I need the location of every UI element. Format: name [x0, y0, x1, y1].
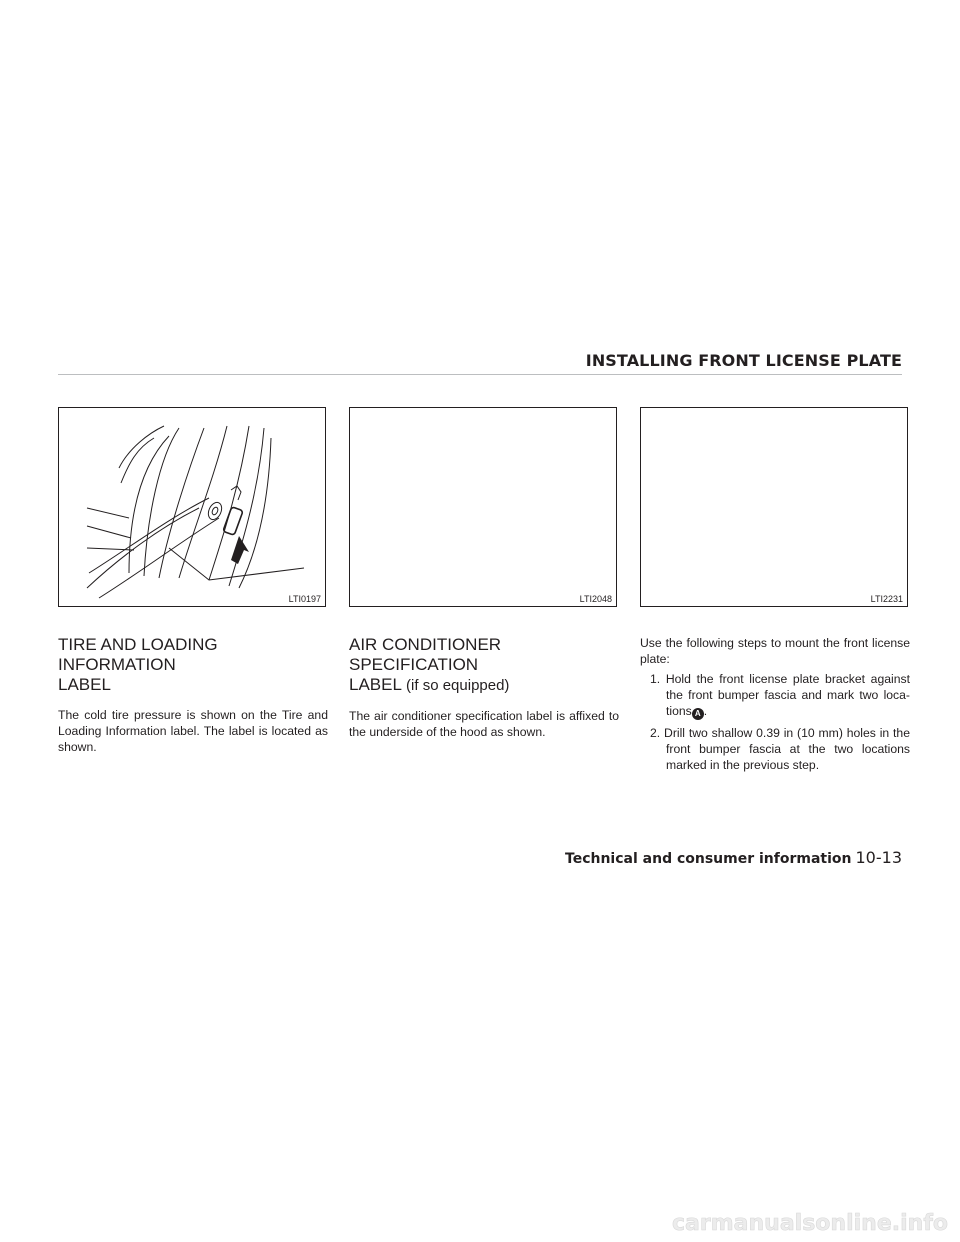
figure-code: LTI0197 [288, 594, 321, 604]
page-number: 10-13 [855, 848, 902, 867]
heading-line: LABEL [58, 675, 111, 694]
heading-line: LABEL [349, 675, 402, 694]
heading-suffix: (if so equipped) [406, 677, 510, 694]
heading-line: TIRE AND LOADING INFORMATION [58, 635, 218, 674]
step-end: . [703, 704, 708, 718]
section-heading [58, 635, 328, 695]
body-paragraph: The air conditioner specification label is affixed to the underside of the hood as shown. [349, 709, 619, 739]
step-item [640, 725, 910, 773]
figure-tire-label [58, 407, 326, 607]
figure-ac-label [349, 407, 617, 607]
column-license-plate [640, 635, 910, 778]
door-jamb-illustration [59, 408, 325, 606]
column-ac-label [349, 635, 619, 740]
step-item [640, 671, 910, 720]
chapter-title: Technical and consumer information [565, 851, 852, 867]
heading-line: AIR CONDITIONER SPECIFICATION [349, 635, 502, 674]
figure-code: LTI2231 [870, 594, 903, 604]
column-tire-label [58, 635, 328, 755]
page-footer [565, 848, 902, 867]
step-text: 2. Drill two shallow 0.39 in (10 mm) holes in the front bumper fascia at the two locations marked in the previous step. [650, 726, 910, 772]
watermark-logo [590, 1208, 950, 1238]
arrow-icon [231, 536, 249, 564]
figure-code: LTI2048 [579, 594, 612, 604]
intro-paragraph: Use the following steps to mount the front license plate: [640, 636, 910, 666]
steps-list [640, 671, 910, 773]
section-header: INSTALLING FRONT LICENSE PLATE [585, 351, 902, 370]
svg-text:carmanualsonline.info: carmanualsonline.info [672, 1211, 948, 1236]
callout-a-icon: A [692, 708, 704, 720]
body-paragraph: The cold tire pressure is shown on the Tire and Loading Information label. The label is located as shown. [58, 708, 328, 754]
section-heading [349, 635, 619, 696]
figure-license-plate [640, 407, 908, 607]
step-text: 1. Hold the front license plate bracket against the front bumper fascia and mark two loca-tions [650, 672, 910, 718]
header-divider [58, 374, 902, 375]
